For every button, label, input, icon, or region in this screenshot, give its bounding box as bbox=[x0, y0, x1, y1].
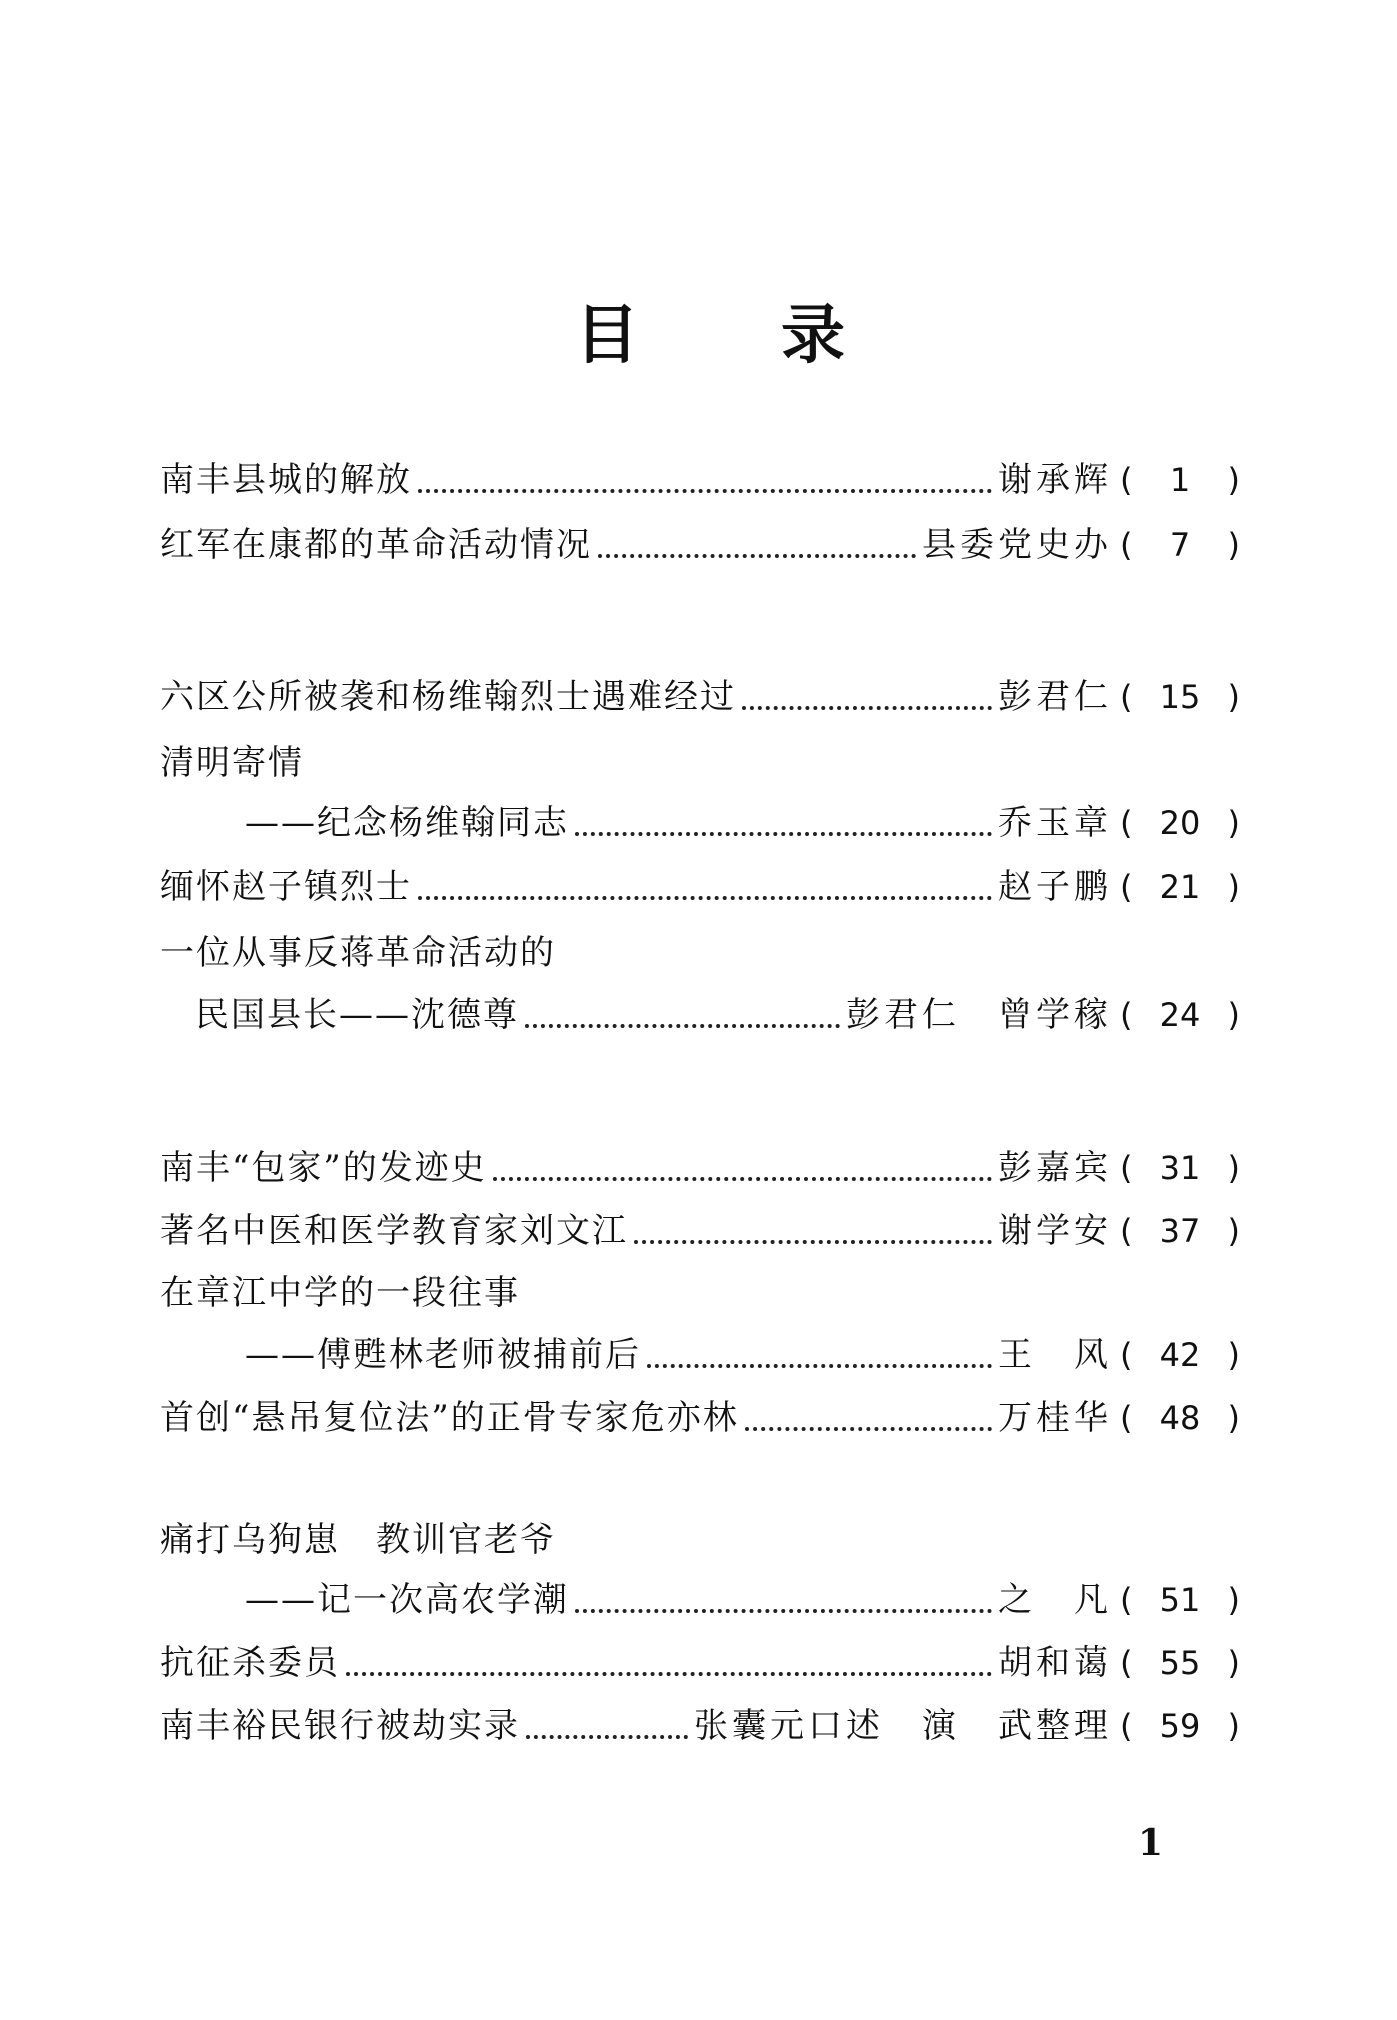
entry-author: 谢学安 bbox=[998, 1211, 1112, 1251]
toc-entry bbox=[160, 672, 1240, 722]
entry-page: ( 31 ) bbox=[1120, 1143, 1240, 1193]
leader-dots bbox=[598, 554, 916, 558]
page-ref: 31 bbox=[1159, 1149, 1201, 1187]
leader-dots bbox=[346, 1672, 992, 1676]
entry-title: ——纪念杨维翰同志 bbox=[245, 803, 569, 843]
entry-author: 谢承辉 bbox=[998, 460, 1112, 500]
page-ref: 20 bbox=[1159, 804, 1201, 842]
toc-entry bbox=[160, 1701, 1240, 1751]
toc-entry bbox=[160, 455, 1240, 505]
entry-title: 红军在康都的革命活动情况 bbox=[160, 525, 592, 565]
entry-title: 南丰裕民银行被劫实录 bbox=[160, 1706, 520, 1746]
entry-title: 南丰“包家”的发迹史 bbox=[160, 1148, 487, 1188]
entry-page: ( 15 ) bbox=[1120, 672, 1240, 722]
toc-title bbox=[575, 290, 845, 373]
entry-title: 抗征杀委员 bbox=[160, 1643, 340, 1683]
page-number: 1 bbox=[1138, 1822, 1164, 1864]
entry-page: ( 24 ) bbox=[1120, 990, 1240, 1040]
entry-title: 著名中医和医学教育家刘文江 bbox=[160, 1211, 628, 1251]
entry-title: ——记一次高农学潮 bbox=[245, 1580, 569, 1620]
leader-dots bbox=[493, 1177, 992, 1181]
toc-entry-heading: 痛打乌狗崽 教训官老爷 bbox=[160, 1520, 556, 1560]
page-ref: 51 bbox=[1159, 1581, 1201, 1619]
toc-entry-heading: 一位从事反蒋革命活动的 bbox=[160, 933, 556, 973]
leader-dots bbox=[634, 1240, 992, 1244]
toc-entry bbox=[245, 798, 1240, 848]
leader-dots bbox=[745, 1427, 992, 1431]
entry-author: 彭嘉宾 bbox=[998, 1148, 1112, 1188]
page-ref: 21 bbox=[1159, 868, 1201, 906]
page-ref: 24 bbox=[1159, 996, 1201, 1034]
entry-page: ( 7 ) bbox=[1120, 520, 1240, 570]
entry-page: ( 48 ) bbox=[1120, 1393, 1240, 1443]
page-ref: 55 bbox=[1159, 1644, 1201, 1682]
leader-dots bbox=[742, 706, 992, 710]
leader-dots bbox=[575, 1609, 992, 1613]
entry-author: 之 凡 bbox=[998, 1580, 1112, 1620]
toc-entry bbox=[160, 1206, 1240, 1256]
entry-title: 六区公所被袭和杨维翰烈士遇难经过 bbox=[160, 677, 736, 717]
toc-entry bbox=[245, 1330, 1240, 1380]
entry-page: ( 20 ) bbox=[1120, 798, 1240, 848]
entry-title: ——傅甦林老师被捕前后 bbox=[245, 1335, 641, 1375]
entry-author: 彭君仁 曾学稼 bbox=[846, 995, 1112, 1035]
entry-author: 胡和蔼 bbox=[998, 1643, 1112, 1683]
entry-page: ( 42 ) bbox=[1120, 1330, 1240, 1380]
entry-page: ( 59 ) bbox=[1120, 1701, 1240, 1751]
toc-title-char-1: 目 bbox=[575, 298, 639, 373]
page-ref: 48 bbox=[1159, 1399, 1201, 1437]
toc-entry bbox=[160, 862, 1240, 912]
leader-dots bbox=[418, 896, 992, 900]
page-ref: 42 bbox=[1159, 1336, 1201, 1374]
entry-page: ( 21 ) bbox=[1120, 862, 1240, 912]
leader-dots bbox=[526, 1735, 688, 1739]
entry-title: 民国县长——沈德尊 bbox=[195, 995, 519, 1035]
page-ref: 7 bbox=[1169, 526, 1191, 564]
entry-author: 乔玉章 bbox=[998, 803, 1112, 843]
entry-title: 缅怀赵子镇烈士 bbox=[160, 867, 412, 907]
entry-author: 彭君仁 bbox=[998, 677, 1112, 717]
entry-author: 万桂华 bbox=[998, 1398, 1112, 1438]
page-ref: 37 bbox=[1159, 1212, 1201, 1250]
leader-dots bbox=[525, 1024, 840, 1028]
toc-title-char-2: 录 bbox=[781, 298, 845, 373]
entry-page: ( 37 ) bbox=[1120, 1206, 1240, 1256]
entry-title: 首创“悬吊复位法”的正骨专家危亦林 bbox=[160, 1398, 739, 1438]
entry-author: 王 风 bbox=[998, 1335, 1112, 1375]
toc-entry bbox=[160, 1638, 1240, 1688]
page-ref: 15 bbox=[1159, 678, 1201, 716]
toc-entry bbox=[195, 990, 1240, 1040]
toc-entry bbox=[160, 1143, 1240, 1193]
toc-entry-heading: 在章江中学的一段往事 bbox=[160, 1273, 520, 1313]
leader-dots bbox=[575, 832, 992, 836]
toc-entry-heading: 清明寄情 bbox=[160, 743, 304, 783]
page-ref: 59 bbox=[1159, 1707, 1201, 1745]
leader-dots bbox=[418, 489, 992, 493]
entry-title: 南丰县城的解放 bbox=[160, 460, 412, 500]
toc-entry bbox=[160, 1393, 1240, 1443]
entry-page: ( 51 ) bbox=[1120, 1575, 1240, 1625]
leader-dots bbox=[647, 1364, 992, 1368]
entry-author: 张囊元口述 演 武整理 bbox=[694, 1706, 1112, 1746]
entry-author: 赵子鹏 bbox=[998, 867, 1112, 907]
entry-page: ( 1 ) bbox=[1120, 455, 1240, 505]
toc-entry bbox=[245, 1575, 1240, 1625]
entry-page: ( 55 ) bbox=[1120, 1638, 1240, 1688]
page-ref: 1 bbox=[1169, 461, 1191, 499]
entry-author: 县委党史办 bbox=[922, 525, 1112, 565]
toc-entry bbox=[160, 520, 1240, 570]
